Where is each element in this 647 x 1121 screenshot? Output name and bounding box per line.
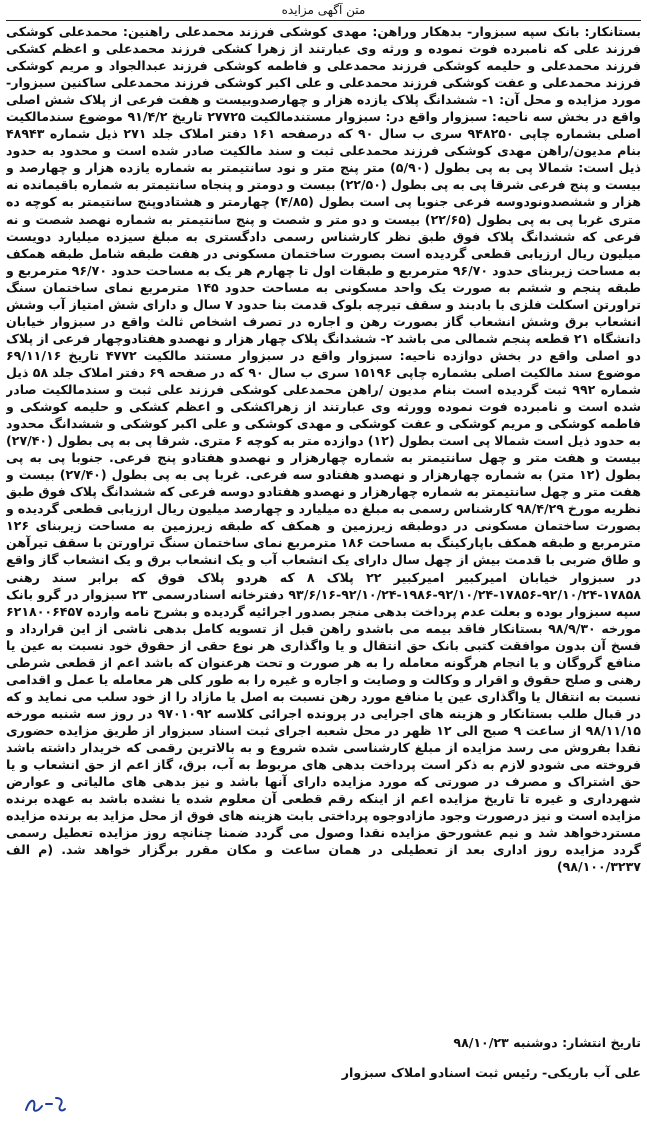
notice-footer bbox=[6, 1034, 641, 1082]
handwritten-mark-icon bbox=[22, 1092, 68, 1116]
notice-body: بستانکار: بانک سپه سبزوار- بدهکار وراهن: مهدی کوشکی فرزند محمدعلی راهنین: محمدعلی کوشکی فرزند علی که نامبرده فوت نموده و ورثه وی عبارتند از زهرا کشکی فرزند محمدعلی و اعظم کشکی فرزند محمدعلی و حلیمه کوشکی فرزند محمدعلی و فاطمه کوشکی فرزند عبدالجواد و مریم کوشکی فرزند محمدعلی و عفت کوشکی فرزند محمدعلی و علی اکبر کوشکی فرزند محمدعلی ساکنین سبزوار- مورد مزایده و محل آن: ۱- ششدانگ پلاک یازده هزار و چهارصدوبیست و هفت فرعی از پلاک شش اصلی واقع در بخش سه ناحیه: سبزوار واقع در: سبزوار مستندمالکیت ۲۷۷۲۵ تاریخ ۹۱/۴/۲ موضوع سندمالکیت اصلی بشماره چاپی ۹۴۸۲۵۰ سری ب سال ۹۰ که درصفحه ۱۶۱ دفتر املاک جلد ۲۷۱ ذیل شماره ۴۸۹۴۳ بنام مدیون/راهن مهدی کوشکی فرزند محمدعلی ثبت و سند مالکیت صادر شده است و محدود به حدود ذیل است: شمالا پی به پی بطول (۵/۹۰) متر پنج متر و نود سانتیمتر به شماره یازده هزار و چهارصد و بیست و پنج فرعی شرقا پی به پی بطول (۲۲/۵۰) بیست و دومتر و پنجاه سانتیمتر به شماره باقیمانده نه هزار و ششصدونودوسه فرعی جنوبا پی است بطول (۴/۸۵) چهارمتر و هشتادوپنج سانتیمتر به کوچه ده متری غربا پی به پی بطول (۲۲/۶۵) بیست و دو متر و شصت و پنج سانتیمتر به شماره نهصد شصت و نه فرعی که ششدانگ پلاک فوق طبق نظر کارشناس رسمی دادگستری به مبلغ سیزده میلیارد دویست میلیون ریال ارزیابی قطعی گردیده است بصورت ساختمان مسکونی در هفت طبقه شامل طبقه همکف به مساحت زیربنای حدود ۹۶/۷۰ مترمربع و طبقات اول تا چهارم هر یک به مساحت حدود ۹۶/۷۰ مترمربع و طبقه پنجم و ششم به صورت یک واحد مسکونی به مساحت حدود ۱۴۵ مترمربع نمای ساختمان سنگ تراورتن اسکلت فلزی با بادبند و سقف تیرچه بلوک قدمت بنا حدود ۷ سال و دارای شش امتیاز آب وشش انشعاب برق وشش انشعاب گاز بصورت رهن و اجاره در تصرف اشخاص ثالث واقع در سبزوار خیابان دانشگاه ۲۱ قطعه پنجم شمالی می باشد ۲- ششدانگ پلاک چهار هزار و نهصدو هفتادوچهار فرعی از پلاک دو اصلی واقع در بخش دوازده ناحیه: سبزوار واقع در سبزوار مستند مالکیت ۴۷۷۲ تاریخ ۶۹/۱۱/۱۶ موضوع سند مالکیت اصلی بشماره چاپی ۱۵۱۹۶ سری ب سال ۹۰ که در صفحه ۶۹ دفتر املاک جلد ۵۸ ذیل شماره ۹۹۲ ثبت گردیده است بنام مدیون /راهن محمدعلی کوشکی فرزند علی ثبت و سندمالکیت صادر شده است و نامبرده فوت نموده وورثه وی عبارتند از زهراکشکی و اعظم کشکی و حلیمه کوشکی و فاطمه کوشکی و مریم کوشکی و عفت کوشکی و مهدی کوشکی و علی اکبر کوشکی و ششدانگ محدود به حدود ذیل است شمالا پی است بطول (۱۲) دوازده متر به کوچه ۶ متری. شرقا پی به پی بطول (۲۷/۴۰) بیست و هفت متر و چهل سانتیمتر به شماره چهارهزار و نهصدو هفتادو پنج فرعی. جنوبا پی به پی بطول (۱۲ متر) به شماره چهارهزار و نهصدو هفتادو سه فرعی. غربا پی به پی بطول (۲۷/۴۰) بیست و هفت متر و چهل سانتیمتر به شماره چهارهزار و نهصدو هفتادو دوسه فرعی که ششدانگ پلاک فوق طبق نظریه مورخ ۹۸/۴/۲۹ کارشناس رسمی به مبلغ ده میلیارد و چهارصد میلیون ریال ارزیابی قطعی گردیده و بصورت ساختمان مسکونی در دوطبقه زیرزمین و همکف که طبقه زیرزمین به مساحت زیربنای ۱۲۶ مترمربع و طبقه همکف باپارکینگ به مساحت ۱۸۶ مترمربع نمای ساختمان سنگ تراورتن با سقف تیرآهن و طاق ضربی با قدمت بیش از چهل سال دارای یک انشعاب آب و یک انشعاب برق و یک انشعاب گاز واقع در سبزوار خیابان امیرکبیر امیرکبیر ۲۲ پلاک ۸ که هردو پلاک فوق که برابر سند رهنی ۱۷۸۵۸-۹۲/۱۰/۲۴-۱۷۸۵۶-۹۲/۱۰/۲۴-۱۹۸۶-۹۲/۱۰/۲۴-۹۳/۶/۱۶ دفترخانه اسنادرسمی ۲۳ سبزوار در گرو بانک سپه سبزوار بوده و بعلت عدم پرداخت بدهی منجر بصدور اجرائیه گردیده و بشرح نامه وارده ۶۲۱۸۰۰۶۴۵۷ مورخه ۹۸/۹/۳۰ بستانکار فاقد بیمه می باشدو راهن قبل از تسویه کامل بدهی ناشی از این قرارداد و فسخ آن بدون موافقت کتبی بانک حق انتقال و یا واگذاری هر نوع حقی از حقوق خود نسبت به عین یا منافع گروگان و یا انجام هرگونه معامله را به هر صورت و تحت هرعنوان که باشد اعم از قطعی شرطی رهنی و صلح حقوق و اقرار و وکالت و وصایت و اجاره و غیره را به طور کلی هر معامله یا عمل و اقدامی نسبت به انتقال یا واگذاری عین یا منافع مورد رهن نسبت به اصل یا مازاد را از خود سلب می نماید و که در قبال طلب بستانکار و هزینه های اجرایی در پرونده اجرائی کلاسه ۹۷۰۱۰۹۲ در روز سه شنبه مورخه ۹۸/۱۱/۱۵ از ساعت ۹ صبح الی ۱۲ ظهر در محل شعبه اجرای ثبت اسناد سبزوار از طریق مزایده حضوری نقدا بفروش می رسد مزایده از مبلغ کارشناسی شده شروع و به بالاترین رقمی که خریدار داشته باشد فروخته می شودو لازم به ذکر است پرداخت بدهی های مربوط به آب، برق، گاز اعم از حق انشعاب و یا حق اشتراک و مصرف در صورتی که مورد مزایده دارای آنها باشد و نیز بدهی های مالیاتی و عوارض شهرداری و غیره تا تاریخ مزایده اعم از اینکه رقم قطعی آن معلوم شده یا نشده باشد به عهده برنده مزایده است و نیز درصورت وجود مازادوجوه پرداختی بابت هزینه های فوق از محل مزاید به برنده مزایده مستردخواهد شد و نیم عشورحق مزایده نقدا وصول می گردد ضمنا چنانچه روز مزایده تعطیل رسمی گردد مزایده روز اداری بعد از تعطیلی در همان ساعت و مکان مقرر برگزار خواهد شد. (م الف ۹۸/۱۰۰/۳۲۳۷) bbox=[6, 24, 641, 875]
notice-title: متن آگهی مزایده bbox=[281, 3, 366, 17]
signature: علی آب باریکی- رئیس ثبت اسنادو املاک سبزوار bbox=[341, 1065, 641, 1080]
title-divider bbox=[6, 20, 641, 21]
publication-date: تاریخ انتشار: دوشنبه ۹۸/۱۰/۲۳ bbox=[453, 1035, 641, 1050]
